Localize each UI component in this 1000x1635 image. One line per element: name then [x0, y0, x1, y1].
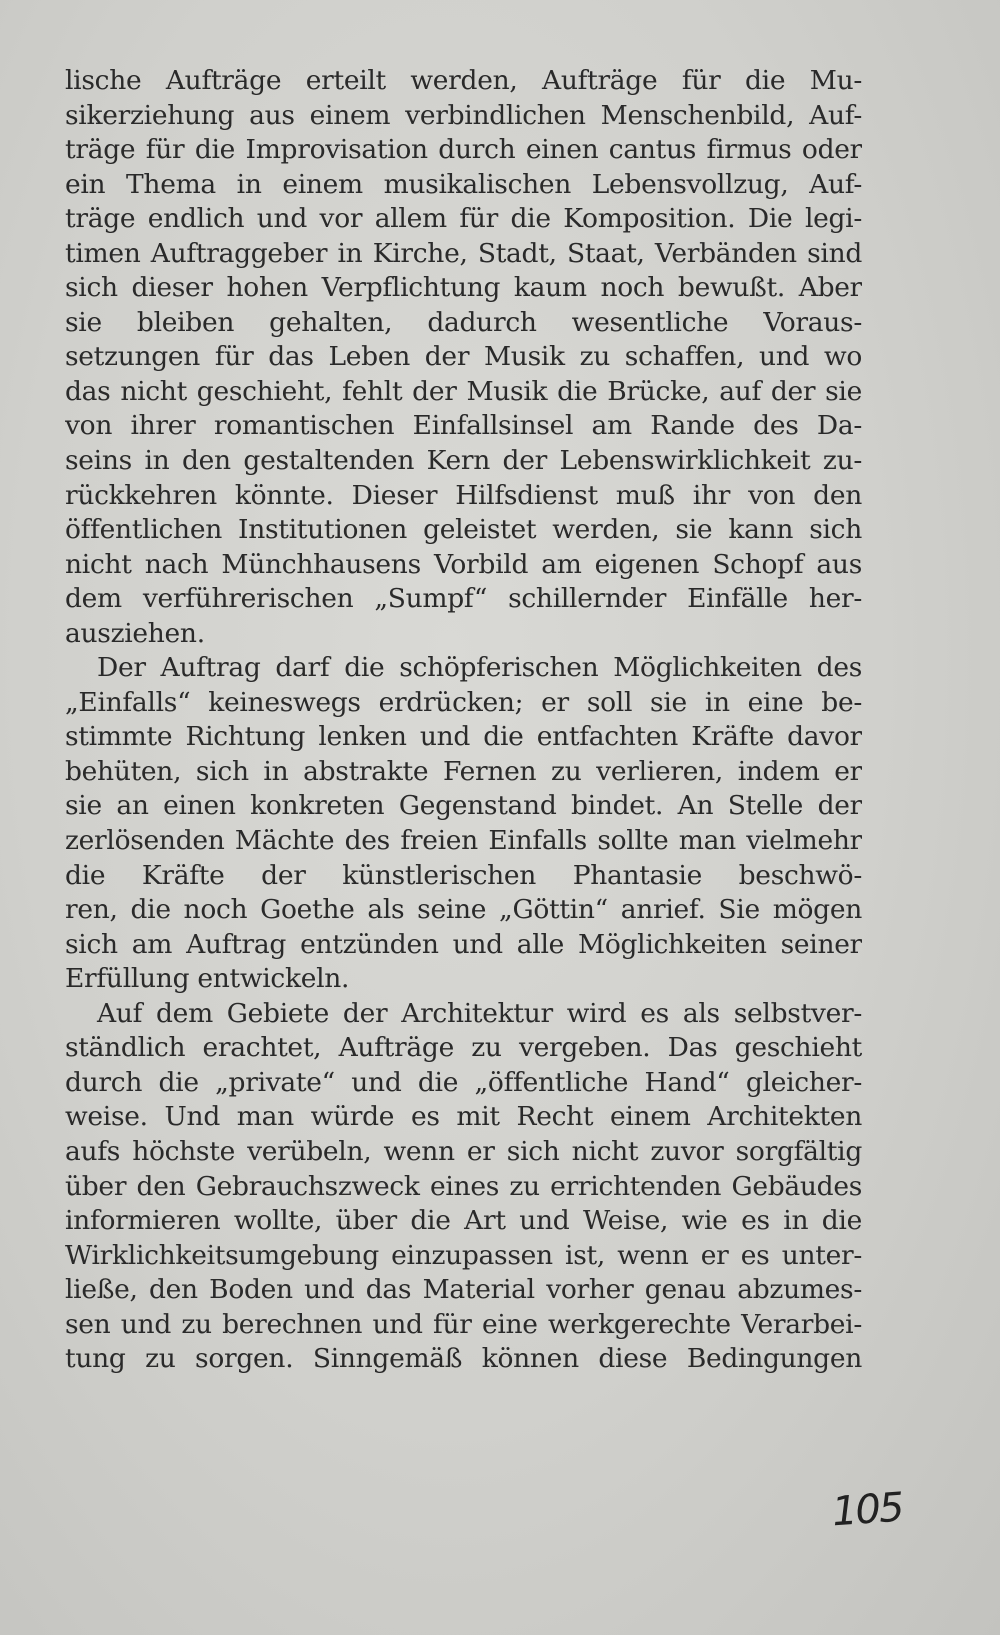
text-line: nicht nach Münchhausens Vorbild am eigenen Schopf aus: [65, 548, 862, 580]
text-line: sie bleiben gehalten, dadurch wesentliche Voraus-: [65, 306, 862, 338]
text-line: ausziehen.: [65, 617, 205, 649]
text-line: durch die „private“ und die „öffentliche Hand“ gleicher-: [65, 1066, 862, 1098]
text-line: setzungen für das Leben der Musik zu schaffen, und wo: [65, 341, 862, 373]
text-line: ren, die noch Goethe als seine „Göttin“ anrief. Sie mögen: [65, 894, 862, 926]
text-line: über den Gebrauchszweck eines zu errichtenden Gebäudes: [65, 1170, 862, 1202]
text-line: tung zu sorgen. Sinngemäß können diese Bedingungen: [65, 1343, 862, 1375]
text-line: weise. Und man würde es mit Recht einem Architekten: [65, 1101, 862, 1133]
text-line: Der Auftrag darf die schöpferischen Möglichkeiten des: [97, 652, 862, 684]
text-line: träge endlich und vor allem für die Komposition. Die legi-: [65, 203, 862, 235]
text-line: sen und zu berechnen und für eine werkgerechte Verarbei-: [65, 1308, 862, 1340]
text-line: timen Auftraggeber in Kirche, Stadt, Staat, Verbänden sind: [65, 237, 862, 269]
text-line: zerlösenden Mächte des freien Einfalls sollte man vielmehr: [65, 825, 862, 857]
text-line: ein Thema in einem musikalischen Lebensvollzug, Auf-: [65, 168, 862, 200]
text-line: lische Aufträge erteilt werden, Aufträge für die Mu-: [65, 65, 862, 96]
text-line: „Einfalls“ keineswegs erdrücken; er soll sie in eine be-: [65, 686, 862, 718]
text-line: sich am Auftrag entzünden und alle Möglichkeiten seiner: [65, 928, 862, 960]
text-line: stimmte Richtung lenken und die entfachten Kräfte davor: [65, 721, 862, 753]
text-line: aufs höchste verübeln, wenn er sich nicht zuvor sorgfältig: [65, 1135, 862, 1167]
text-line: Wirklichkeitsumgebung einzupassen ist, wenn er es unter-: [65, 1239, 862, 1271]
body-text: [65, 64, 862, 1377]
text-line: sie an einen konkreten Gegenstand bindet. An Stelle der: [65, 790, 862, 822]
text-line: das nicht geschieht, fehlt der Musik die Brücke, auf der sie: [65, 375, 862, 407]
text-line: Auf dem Gebiete der Architektur wird es als selbstver-: [97, 997, 862, 1029]
text-line: behüten, sich in abstrakte Fernen zu verlieren, indem er: [65, 755, 862, 787]
text-line: Erfüllung entwickeln.: [65, 963, 350, 995]
text-line: rückkehren könnte. Dieser Hilfsdienst muß ihr von den: [65, 479, 862, 511]
handwritten-page-number: 105: [830, 1484, 904, 1536]
text-line: ließe, den Boden und das Material vorher genau abzumes-: [65, 1274, 862, 1306]
text-line: sich dieser hohen Verpflichtung kaum noch bewußt. Aber: [65, 272, 862, 304]
text-line: sikerziehung aus einem verbindlichen Menschenbild, Auf-: [65, 99, 862, 131]
text-line: die Kräfte der künstlerischen Phantasie beschwö-: [65, 859, 862, 891]
text-line: ständlich erachtet, Aufträge zu vergeben. Das geschieht: [65, 1032, 862, 1064]
text-line: von ihrer romantischen Einfallsinsel am Rande des Da-: [65, 410, 862, 442]
text-line: seins in den gestaltenden Kern der Lebenswirklichkeit zu-: [65, 445, 862, 477]
text-line: dem verführerischen „Sumpf“ schillernder Einfälle her-: [65, 583, 862, 615]
text-line: öffentlichen Institutionen geleistet werden, sie kann sich: [65, 514, 862, 546]
text-line: informieren wollte, über die Art und Weise, wie es in die: [65, 1205, 862, 1237]
text-line: träge für die Improvisation durch einen cantus firmus oder: [65, 134, 862, 166]
